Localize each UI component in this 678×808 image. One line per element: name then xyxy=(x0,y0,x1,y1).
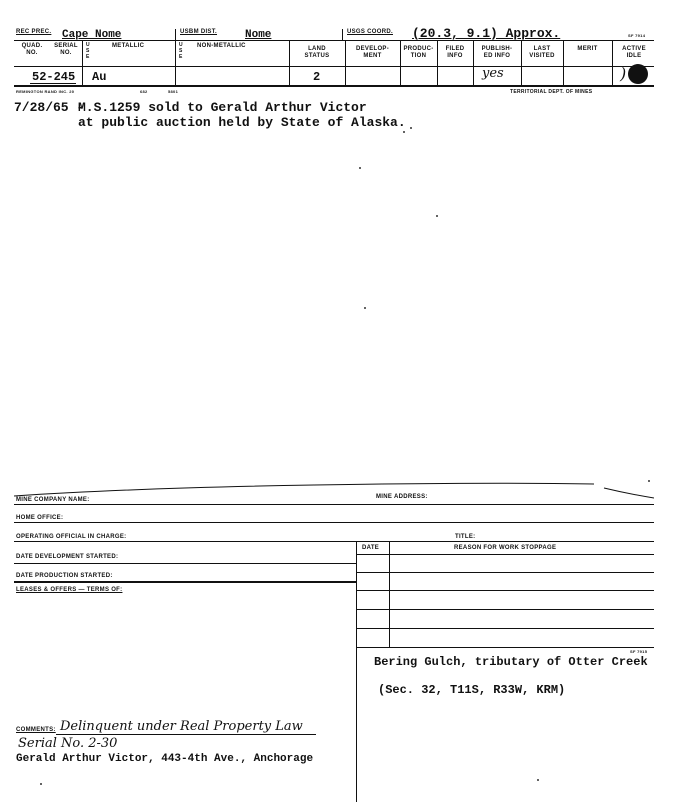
active-status-dot xyxy=(628,64,648,84)
printer-num2: 5801 xyxy=(168,89,179,94)
speck xyxy=(410,127,412,129)
published-info-value: yes xyxy=(482,66,504,81)
date-production-label: DATE PRODUCTION STARTED: xyxy=(16,573,113,579)
active-idle-mark: ) xyxy=(620,64,627,83)
col-metallic: METALLIC xyxy=(112,43,145,49)
operating-official-label: OPERATING OFFICIAL IN CHARGE: xyxy=(16,534,127,540)
date-development-label: DATE DEVELOPMENT STARTED: xyxy=(16,554,119,560)
speck xyxy=(359,167,361,169)
speck xyxy=(403,131,405,133)
land-status-value: 2 xyxy=(313,70,321,84)
comments-label: COMMENTS: xyxy=(16,727,56,733)
leases-label: LEASES & OFFERS — TERMS OF: xyxy=(16,587,123,593)
printer-num1: 682 xyxy=(140,89,148,94)
printer-mark: REMINGTON RAND INC. 20 xyxy=(16,89,75,94)
speck xyxy=(436,215,438,217)
form-code-top: SF 7914 xyxy=(628,33,646,38)
reason-column-header: REASON FOR WORK STOPPAGE xyxy=(454,545,557,551)
metallic-value: Au xyxy=(92,70,107,84)
location-line2: (Sec. 32, T11S, R33W, KRM) xyxy=(378,683,566,697)
col-published-info: PUBLISH- ED INFO xyxy=(481,46,513,59)
card-edge-line xyxy=(14,476,654,500)
entry-line2: at public auction held by State of Alaska. xyxy=(78,115,406,130)
col-filed-info: FILED INFO xyxy=(445,46,465,59)
col-land-status: LAND STATUS xyxy=(304,46,330,59)
comments-handwritten-line1: Delinquent under Real Property Law xyxy=(60,719,303,734)
use-prefix-metallic: U S E xyxy=(86,42,90,60)
usbm-dist-label: USBM DIST. xyxy=(180,29,218,35)
form-code-bottom: SF 7915 xyxy=(630,649,648,654)
entry-line1: M.S.1259 sold to Gerald Arthur Victor xyxy=(78,100,367,115)
entry-date: 7/28/65 - xyxy=(14,100,85,115)
col-serial: SERIAL NO. xyxy=(54,43,78,56)
usbm-dist-value: Nome xyxy=(245,29,272,41)
rec-prec-value: Cape Nome xyxy=(62,29,122,41)
comments-typed-line: Gerald Arthur Victor, 443-4th Ave., Anchorage xyxy=(16,753,314,765)
col-nonmetallic: NON-METALLIC xyxy=(197,43,246,49)
col-active-idle: ACTIVE IDLE xyxy=(622,46,646,59)
title-label: TITLE: xyxy=(455,534,476,540)
col-development: DEVELOP- MENT xyxy=(355,46,390,59)
speck xyxy=(537,779,539,781)
speck xyxy=(40,783,42,785)
rec-prec-label: REC PREC. xyxy=(16,29,52,35)
dept-label: TERRITORIAL DEPT. OF MINES xyxy=(510,89,593,95)
col-last-visited: LAST VISITED xyxy=(529,46,555,59)
mine-address-label: MINE ADDRESS: xyxy=(376,494,428,500)
mine-company-name-label: MINE COMPANY NAME: xyxy=(16,497,90,503)
col-merit: MERIT xyxy=(577,46,598,52)
date-column-header: DATE xyxy=(362,545,380,551)
use-prefix-nonmetallic: U S E xyxy=(179,42,183,60)
col-quad: QUAD. NO. xyxy=(21,43,43,56)
col-production: PRODUC- TION xyxy=(403,46,434,59)
speck xyxy=(364,307,366,309)
home-office-label: HOME OFFICE: xyxy=(16,515,64,521)
usgs-coord-value: (20.3, 9.1) Approx. xyxy=(412,26,561,41)
location-line1: Bering Gulch, tributary of Otter Creek xyxy=(374,655,648,669)
quad-serial-value: 52-245 xyxy=(32,70,76,84)
comments-handwritten-line2: Serial No. 2-30 xyxy=(18,736,118,751)
usgs-coord-label: USGS COORD. xyxy=(347,29,393,35)
